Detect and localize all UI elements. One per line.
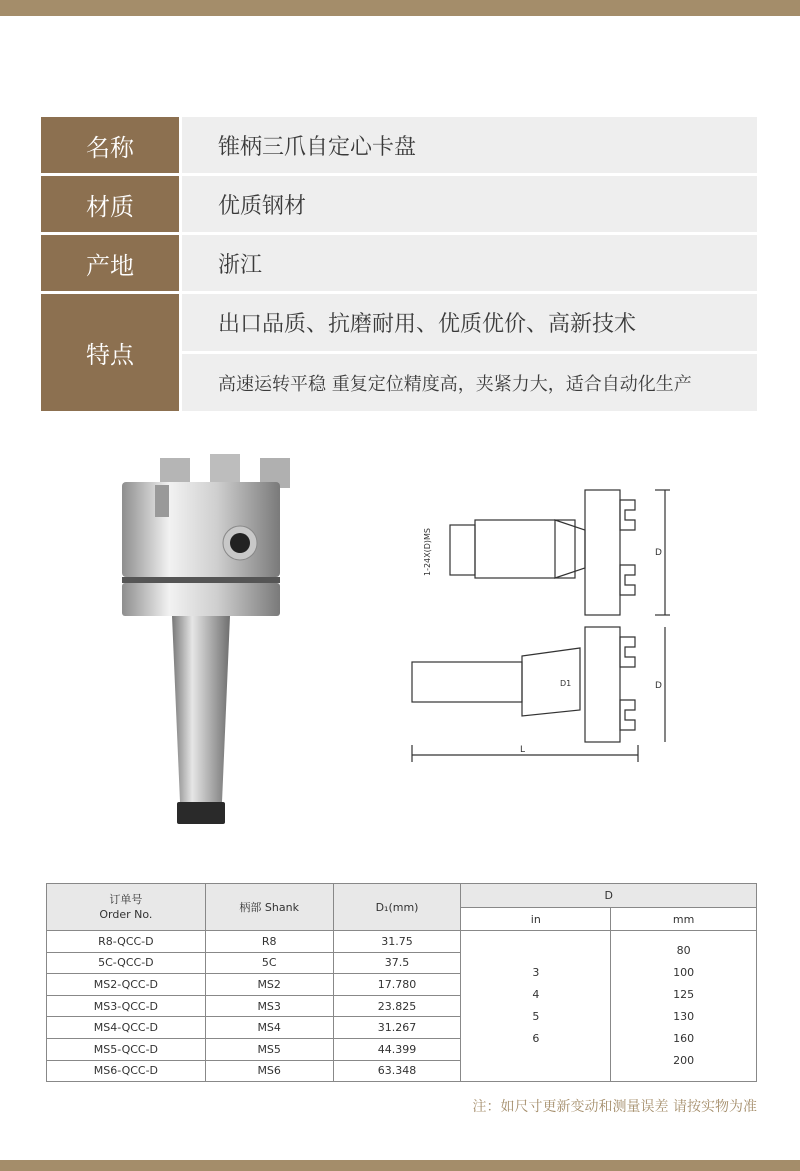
d-mm-cell — [611, 931, 757, 1082]
top-bar — [0, 0, 800, 16]
d-in-cell — [461, 931, 611, 1082]
d-in-value: 4 — [532, 988, 540, 1002]
order-cell: MS2-QCC-D — [47, 974, 206, 996]
drawing-d-label-2: D — [655, 681, 662, 691]
shank-cell: R8 — [205, 931, 333, 953]
spec-value: 优质钢材 — [182, 176, 757, 232]
d-in-value: 6 — [532, 1032, 540, 1046]
header-order — [47, 884, 206, 931]
drawing-side-label: 1-24X(D)MS — [423, 527, 432, 577]
header-mm: mm — [611, 908, 757, 931]
shank-cell: MS5 — [205, 1038, 333, 1060]
order-cell: R8-QCC-D — [47, 931, 206, 953]
d1-cell: 44.399 — [333, 1038, 461, 1060]
d-in-value: 3 — [532, 966, 540, 980]
d1-cell: 37.5 — [333, 952, 461, 974]
spec-label: 特点 — [41, 294, 179, 411]
order-cell: 5C-QCC-D — [47, 952, 206, 974]
order-cell: MS4-QCC-D — [47, 1017, 206, 1039]
shank-cell: MS3 — [205, 995, 333, 1017]
d1-cell: 31.267 — [333, 1017, 461, 1039]
table-row — [47, 931, 757, 953]
spec-label: 产地 — [41, 235, 179, 291]
bottom-bar — [0, 1160, 800, 1171]
shank-cell: MS6 — [205, 1060, 333, 1082]
product-photo — [100, 440, 400, 840]
spec-row-material — [41, 176, 757, 232]
header-shank: 柄部 Shank — [205, 884, 333, 931]
d-mm-value: 130 — [673, 1010, 695, 1024]
header-d: D — [461, 884, 757, 908]
drawing-l-label: L — [520, 745, 526, 755]
order-cell: MS3-QCC-D — [47, 995, 206, 1017]
d1-cell: 31.75 — [333, 931, 461, 953]
d-mm-value: 125 — [673, 988, 695, 1002]
feature-line-2: 高速运转平稳 重复定位精度高，夹紧力大，适合自动化生产 — [182, 354, 757, 411]
d1-cell: 17.780 — [333, 974, 461, 996]
spec-row-features — [41, 294, 757, 411]
d-in-value: 5 — [532, 1010, 540, 1024]
order-cell: MS6-QCC-D — [47, 1060, 206, 1082]
order-table — [46, 883, 757, 1082]
drawing-d-label: D — [655, 548, 662, 558]
d-mm-value: 80 — [676, 944, 691, 958]
spec-label: 材质 — [41, 176, 179, 232]
spec-row-origin — [41, 235, 757, 291]
spec-value: 浙江 — [182, 235, 757, 291]
d1-cell: 63.348 — [333, 1060, 461, 1082]
spec-row-name — [41, 117, 757, 173]
d1-cell: 23.825 — [333, 995, 461, 1017]
feature-line-1: 出口品质、抗磨耐用、优质优价、高新技术 — [182, 294, 757, 351]
header-order-cn: 订单号 — [109, 893, 143, 906]
technical-drawing — [400, 470, 680, 780]
spec-value: 锥柄三爪自定心卡盘 — [182, 117, 757, 173]
header-in: in — [461, 908, 611, 931]
d-mm-value: 160 — [673, 1032, 695, 1046]
order-cell: MS5-QCC-D — [47, 1038, 206, 1060]
disclaimer-note: 注：如尺寸更新变动和测量误差 请按实物为准 — [472, 1099, 757, 1115]
shank-cell: 5C — [205, 952, 333, 974]
d-mm-value: 100 — [673, 966, 695, 980]
shank-cell: MS4 — [205, 1017, 333, 1039]
spec-label: 名称 — [41, 117, 179, 173]
d-mm-value: 200 — [673, 1054, 695, 1068]
header-order-en: Order No. — [99, 908, 153, 921]
header-d1: D₁(mm) — [333, 884, 461, 931]
shank-cell: MS2 — [205, 974, 333, 996]
drawing-d1-label: D1 — [560, 679, 572, 688]
spec-table — [41, 117, 757, 414]
